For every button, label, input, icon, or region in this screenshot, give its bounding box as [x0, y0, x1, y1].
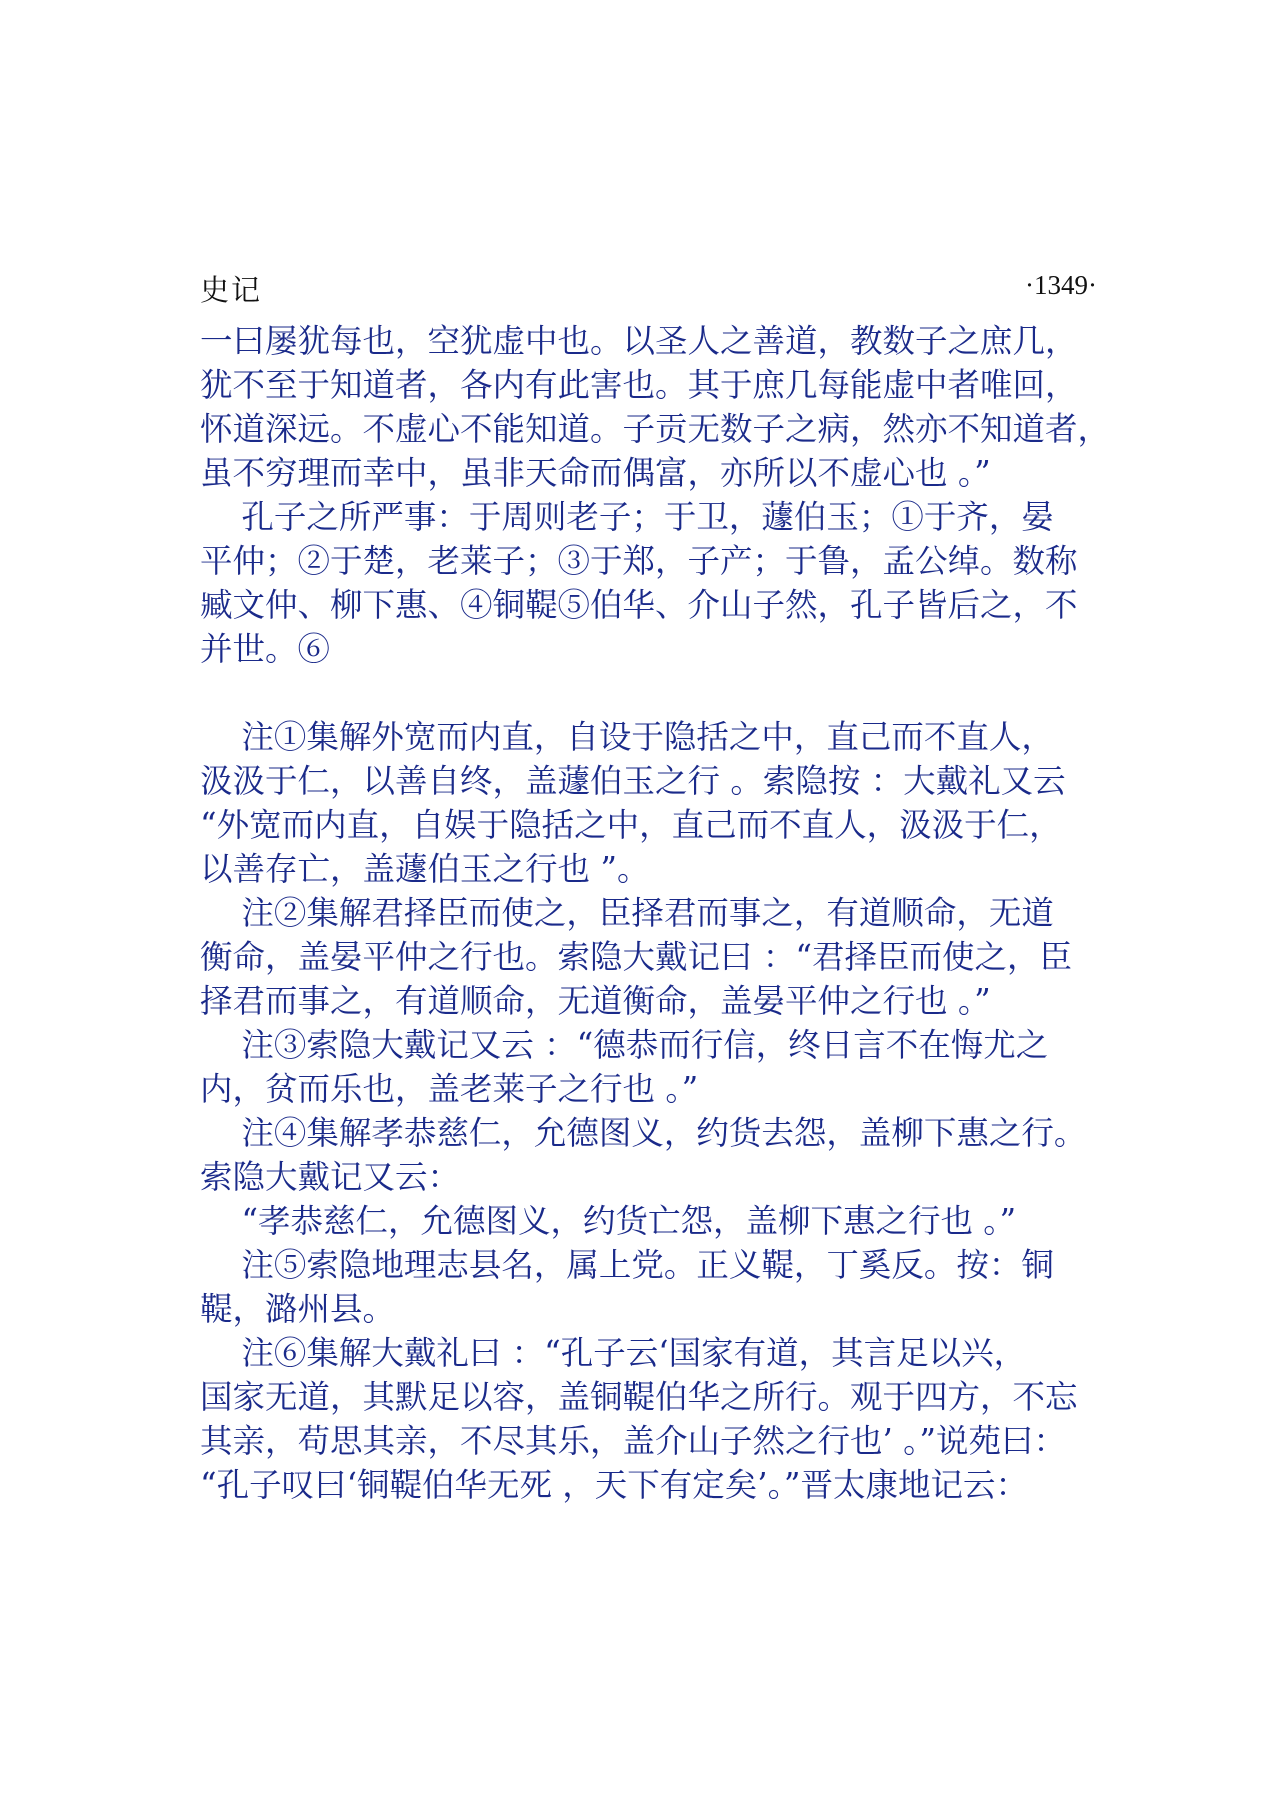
note-text-line: “外宽而内直，自娱于隐括之中，直己而不直人，汲汲于仁，: [200, 806, 1062, 844]
body-text-line: 犹不至于知道者，各内有此害也。其于庶几每能虚中者唯回，: [200, 366, 1078, 404]
note-text-line: “孝恭慈仁，允德图义，约货亡怨，盖柳下惠之行也 。”: [200, 1202, 1017, 1240]
body-text-line: 虽不穷理而幸中，虽非天命而偶富，亦所以不虚心也 。”: [200, 454, 991, 492]
body-text-line: 并世。⑥: [200, 630, 331, 668]
note-text-line: 注⑤索隐地理志县名，属上党。正义鞮，丁奚反。按：铜: [200, 1246, 1054, 1284]
body-text-line: 平仲；②于楚，老莱子；③于郑，子产；于鲁，孟公绰。数称: [200, 542, 1078, 580]
body-text-line: 一曰屡犹每也，空犹虚中也。以圣人之善道，教数子之庶几，: [200, 322, 1078, 360]
note-text-line: 注④集解孝恭慈仁，允德图义，约货去怨，盖柳下惠之行。: [200, 1114, 1087, 1152]
note-text-line: 注⑥集解大戴礼曰 ：“孔子云‘国家有道，其言足以兴，: [200, 1334, 1027, 1372]
body-text-line: 怀道深远。不虚心不能知道。子贡无数子之病，然亦不知道者，: [200, 410, 1111, 448]
note-text-line: 注②集解君择臣而使之，臣择君而事之，有道顺命，无道: [200, 894, 1054, 932]
note-text-line: “孔子叹曰‘铜鞮伯华无死 ，天下有定矣’。”晋太康地记云：: [200, 1466, 1028, 1504]
note-text-line: 汲汲于仁，以善自终，盖蘧伯玉之行 。索隐按 ：大戴礼又云: [200, 762, 1066, 800]
running-head-title: 史记: [200, 273, 263, 307]
body-text-line: 臧文仲、柳下惠、④铜鞮⑤伯华、介山子然，孔子皆后之，不: [200, 586, 1078, 624]
note-text-line: 其亲，苟思其亲，不尽其乐，盖介山子然之行也’ 。”说苑曰：: [200, 1422, 1067, 1460]
note-text-line: 衡命，盖晏平仲之行也。索隐大戴记曰 ：“君择臣而使之，臣: [200, 938, 1072, 976]
note-text-line: 以善存亡，盖蘧伯玉之行也 ”。: [200, 850, 650, 888]
body-text-line: 孔子之所严事：于周则老子；于卫，蘧伯玉；①于齐，晏: [200, 498, 1054, 536]
note-text-line: 择君而事之，有道顺命，无道衡命，盖晏平仲之行也 。”: [200, 982, 991, 1020]
note-text-line: 注③索隐大戴记又云 ：“德恭而行信，终日言不在悔尤之: [200, 1026, 1049, 1064]
note-text-line: 索隐大戴记又云：: [200, 1158, 461, 1196]
note-text-line: 注①集解外宽而内直，自设于隐括之中，直己而不直人，: [200, 718, 1054, 756]
note-text-line: 国家无道，其默足以容，盖铜鞮伯华之所行。观于四方，不忘: [200, 1378, 1078, 1416]
note-text-line: 鞮，潞州县。: [200, 1290, 396, 1328]
page-number: ·1349·: [1025, 270, 1097, 300]
note-text-line: 内，贫而乐也，盖老莱子之行也 。”: [200, 1070, 699, 1108]
